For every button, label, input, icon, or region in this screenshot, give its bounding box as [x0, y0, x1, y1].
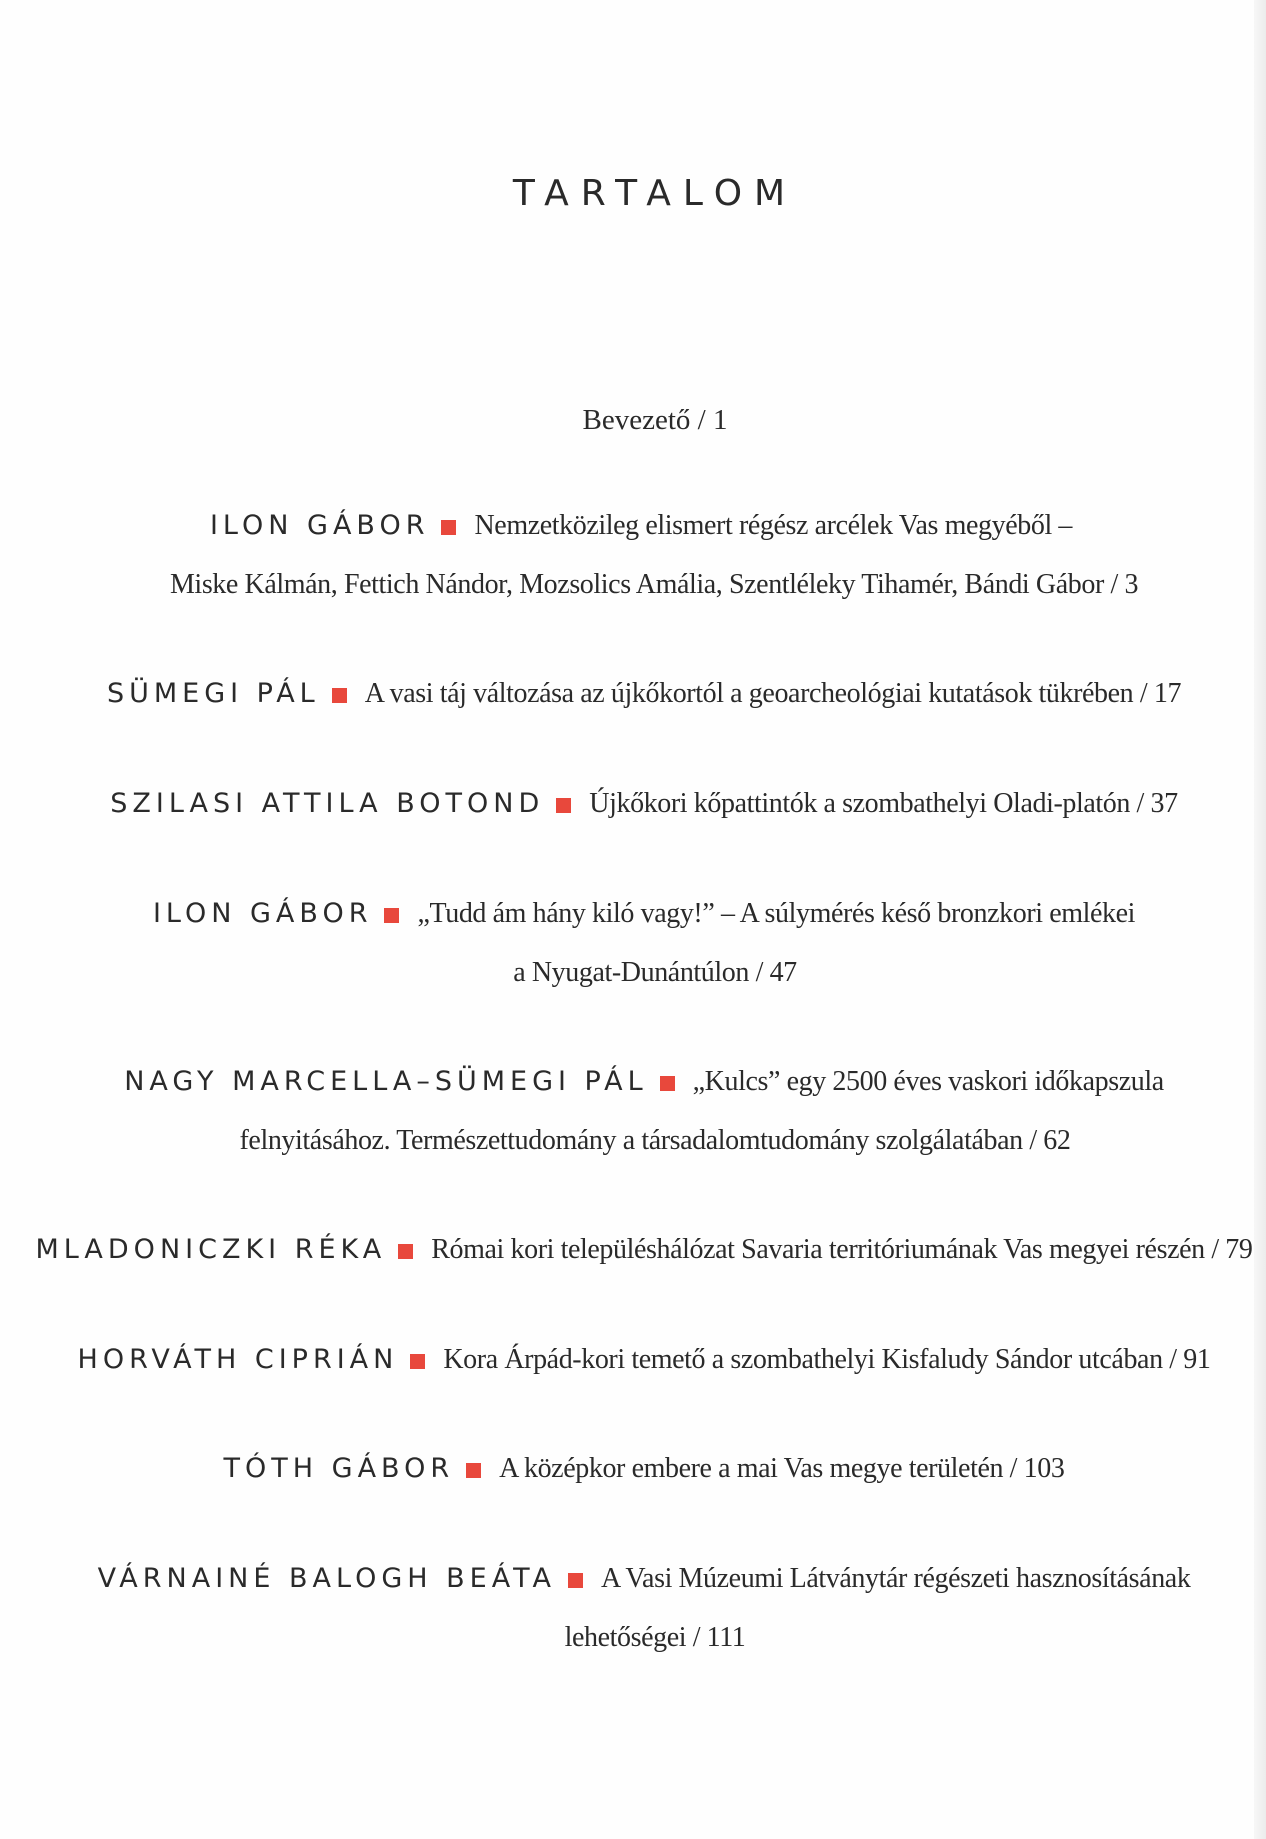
toc-title: Nemzetközileg elismert régész arcélek Vas megyéből –: [474, 510, 1073, 541]
toc-entry-line: [0, 674, 1266, 714]
intro-entry: Bevezető / 1: [582, 404, 728, 436]
toc-author: ILON GÁBOR: [152, 898, 373, 929]
toc-title: A vasi táj változása az újkőkortól a geoarcheológiai kutatások tükrében / 17: [364, 678, 1182, 709]
toc-title: Újkőkori kőpattintók a szombathelyi Oladi-platón / 37: [589, 788, 1178, 819]
toc-author: ILON GÁBOR: [209, 510, 430, 541]
toc-title-continuation: a Nyugat-Dunántúlon / 47: [513, 957, 797, 988]
toc-entry-line: [0, 894, 1266, 934]
toc-entry-line: [0, 506, 1266, 546]
toc-author: HORVÁTH CIPRIÁN: [77, 1344, 399, 1375]
toc-entry-line: [0, 1230, 1266, 1270]
square-bullet-icon: [384, 908, 399, 923]
toc-title: A középkor embere a mai Vas megye területén / 103: [499, 1453, 1065, 1484]
toc-title: „Tudd ám hány kiló vagy!” – A súlymérés késő bronzkori emlékei: [417, 898, 1136, 929]
toc-author: VÁRNAINÉ BALOGH BEÁTA: [97, 1563, 556, 1594]
toc-title: Római kori településhálózat Savaria territóriumának Vas megyei részén / 79: [431, 1234, 1253, 1265]
square-bullet-icon: [568, 1573, 583, 1588]
toc-entry-line: [0, 784, 1266, 824]
toc-entry: [0, 674, 1266, 714]
toc-entry: [0, 1340, 1266, 1380]
toc-title: A Vasi Múzeumi Látványtár régészeti hasznosításának: [600, 1563, 1191, 1594]
toc-title-continuation: Miske Kálmán, Fettich Nándor, Mozsolics Amália, Szentléleky Tihamér, Bándi Gábor / 3: [169, 569, 1139, 600]
toc-title-continuation: lehetőségei / 111: [564, 1622, 746, 1653]
toc-entry-line: [0, 1340, 1266, 1380]
square-bullet-icon: [556, 798, 571, 813]
square-bullet-icon: [332, 688, 347, 703]
square-bullet-icon: [398, 1244, 413, 1259]
toc-title-continuation: felnyitásához. Természettudomány a társadalomtudomány szolgálatában / 62: [239, 1125, 1071, 1156]
toc-entry: [0, 1449, 1266, 1489]
toc-author: SÜMEGI PÁL: [106, 678, 320, 709]
square-bullet-icon: [660, 1076, 675, 1091]
toc-entry: [0, 1230, 1266, 1270]
toc-author: MLADONICZKI RÉKA: [35, 1234, 387, 1265]
toc-entry-line: [0, 1062, 1266, 1102]
toc-title: Kora Árpád-kori temető a szombathelyi Kisfaludy Sándor utcában / 91: [443, 1344, 1211, 1375]
toc-title: „Kulcs” egy 2500 éves vaskori időkapszula: [692, 1066, 1164, 1097]
toc-author: TÓTH GÁBOR: [223, 1453, 455, 1484]
toc-entry-line: [0, 1559, 1266, 1599]
square-bullet-icon: [410, 1354, 425, 1369]
toc-entry: [0, 1062, 1266, 1161]
toc-entry: [0, 506, 1266, 605]
toc-entry-line: [0, 1449, 1266, 1489]
square-bullet-icon: [441, 520, 456, 535]
toc-entry: [0, 894, 1266, 993]
toc-entry: [0, 1559, 1266, 1658]
toc-author: NAGY MARCELLA–SÜMEGI PÁL: [124, 1066, 648, 1097]
toc-entry: [0, 784, 1266, 824]
square-bullet-icon: [466, 1463, 481, 1478]
page-title: TARTALOM: [512, 173, 798, 214]
toc-author: SZILASI ATTILA BOTOND: [110, 788, 545, 819]
